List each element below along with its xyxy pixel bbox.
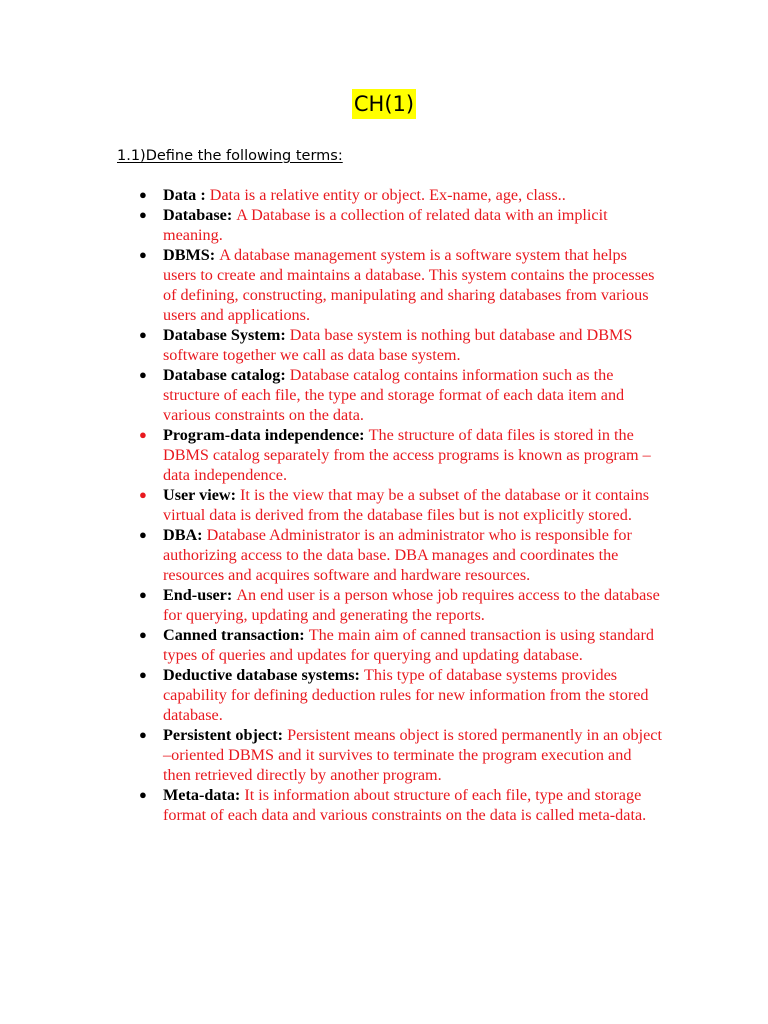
term-label: Canned transaction: (163, 626, 309, 644)
term-label: Program-data independence: (163, 426, 369, 444)
term-definition: It is the view that may be a subset of the database or it contains virtual data is derived from the database files but is not explicitly stored. (163, 486, 650, 524)
term-definition: Data is a relative entity or object. Ex-name, age, class.. (209, 186, 566, 204)
bullet-icon: ● (139, 667, 147, 682)
term-definition: An end user is a person whose job requires access to the database for querying, updating and generating the reports. (163, 586, 660, 624)
term-definition: Data base system is nothing but database and DBMS software together we call as data base system. (163, 326, 633, 364)
term-definition: Database Administrator is an administrator who is responsible for authorizing access to the data base. DBA manages and coordinates the resources and acquires software and hardware resources. (163, 526, 632, 584)
term-label: User view: (163, 486, 241, 504)
bullet-icon: ● (139, 247, 147, 262)
term-item (139, 205, 663, 245)
term-item (139, 425, 663, 485)
term-label: DBA: (163, 526, 207, 544)
term-label: Deductive database systems: (163, 666, 364, 684)
term-definition: A database management system is a software system that helps users to create and maintains a database. This system contains the processes of defining, constructing, manipulating and sharing databases from various users and applications. (163, 246, 655, 324)
term-label: Database System: (163, 326, 290, 344)
term-item (139, 525, 663, 585)
section-heading: 1.1)Define the following terms: (117, 148, 343, 164)
bullet-icon: ● (139, 527, 147, 542)
title-block (0, 89, 768, 119)
bullet-icon: ● (139, 627, 147, 642)
term-definition: It is information about structure of each file, type and storage format of each data and various constraints on the data is called meta-data. (163, 786, 647, 824)
term-item (139, 485, 663, 525)
term-definition: This type of database systems provides capability for defining deduction rules for new information from the stored database. (163, 666, 649, 724)
term-item (139, 325, 663, 365)
term-label: Data : (163, 186, 210, 204)
terms-list (139, 185, 663, 825)
term-item (139, 585, 663, 625)
bullet-icon: ● (139, 727, 147, 742)
term-label: Database catalog: (163, 366, 290, 384)
term-definition: A Database is a collection of related data with an implicit meaning. (163, 206, 608, 244)
term-label: Persistent object: (163, 726, 288, 744)
term-label: End-user: (163, 586, 237, 604)
term-item (139, 725, 663, 785)
term-definition: The structure of data files is stored in the DBMS catalog separately from the access programs is known as program – data independence. (163, 426, 651, 484)
term-definition: Database catalog contains information such as the structure of each file, the type and storage format of each data item and various constraints on the data. (163, 366, 625, 424)
bullet-icon: ● (139, 367, 147, 382)
term-item (139, 785, 663, 825)
term-item (139, 665, 663, 725)
term-definition: The main aim of canned transaction is using standard types of queries and updates for querying and updating database. (163, 626, 654, 664)
chapter-title: CH(1) (352, 89, 416, 119)
bullet-icon: ● (139, 487, 147, 502)
term-item (139, 625, 663, 665)
term-definition: Persistent means object is stored permanently in an object –oriented DBMS and it survives to terminate the program execution and then retrieved directly by another program. (163, 726, 662, 784)
term-item (139, 365, 663, 425)
bullet-icon: ● (139, 787, 147, 802)
bullet-icon: ● (139, 427, 147, 442)
bullet-icon: ● (139, 187, 147, 202)
term-item (139, 185, 663, 205)
bullet-icon: ● (139, 207, 147, 222)
term-label: DBMS: (163, 246, 220, 264)
term-label: Database: (163, 206, 237, 224)
term-label: Meta-data: (163, 786, 245, 804)
term-item (139, 245, 663, 325)
bullet-icon: ● (139, 327, 147, 342)
bullet-icon: ● (139, 587, 147, 602)
